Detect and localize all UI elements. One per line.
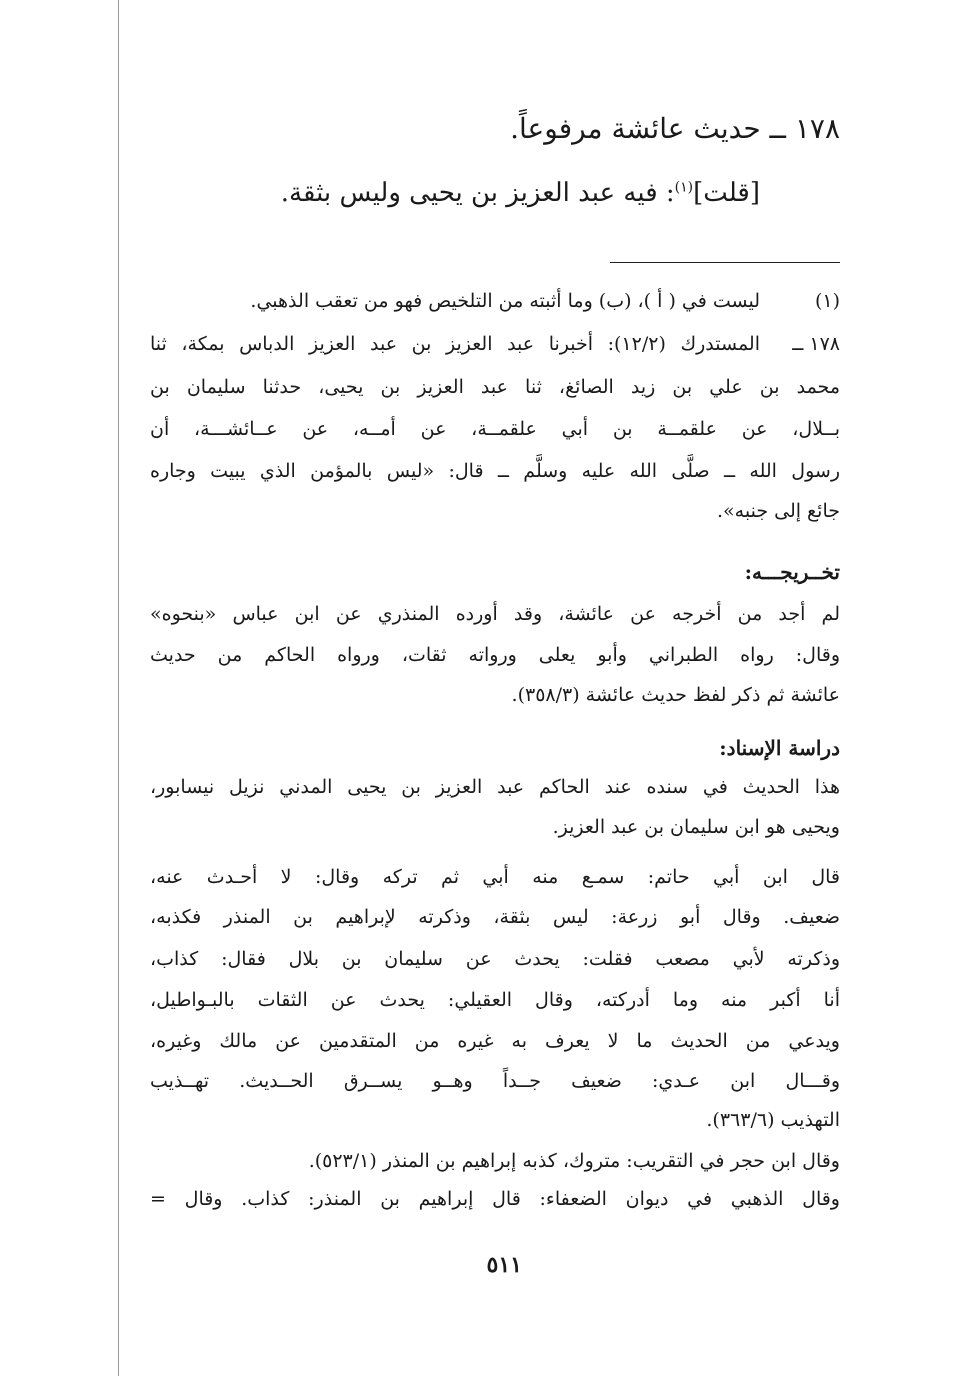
hadith-note [150,178,760,208]
page-number: ٥١١ [486,1252,522,1278]
isnad-line: ضعيف. وقال أبو زرعة: ليس بثقة، وذكرته لإبراهيم بن المنذر فكذبه، [150,906,840,928]
isnad-heading: دراسة الإسناد: [719,736,840,760]
page-edge-line [118,0,119,1376]
footnote-178-number: ١٧٨ ــ [792,333,840,355]
footnote-1-number: (١) [814,290,840,312]
footnote-178-line: المستدرك (١٢/٢): أخبرنا عبد العزيز بن عبد العزيز الدباس بمكة، ثنا [150,333,760,355]
isnad-line: ويحيى هو ابن سليمان بن عبد العزيز. [552,816,840,838]
takhrij-line: عائشة ثم ذكر لفظ حديث عائشة (٣٥٨/٣). [511,684,840,706]
book-page [150,0,840,1376]
note-prefix: [قلت] [693,178,760,208]
takhrij-line: لم أجد من أخرجه عن عائشة، وقد أورده المنذري عن ابن عباس «بنحوه» [150,603,840,625]
takhrij-line: وقال: رواه الطبراني وأبو يعلى ورواته ثقات، ورواه الحاكم من حديث [150,644,840,666]
isnad-line: قال ابن أبي حاتم: سمـع منه أبي ثم تركه وقال: لا أحـدث عنه، [150,866,840,888]
footnote-1-text: ليست في ( أ )، (ب) وما أثبته من التلخيص فهو من تعقب الذهبي. [250,290,760,312]
isnad-line: ويدعي من الحديث ما لا يعرف به غيره من المتقدمين عن مالك وغيره، [150,1030,840,1052]
footnote-178-line: محمد بن علي بن زيد الصائغ، ثنا عبد العزيز بن يحيى، حدثنا سليمان بن [150,376,840,398]
footnote-178-line: جائع إلى جنبه». [717,500,840,522]
isnad-line: هذا الحديث في سنده عند الحاكم عبد العزيز بن يحيى المدني نزيل نيسابور، [150,776,840,798]
isnad-line: أنا أكبر منه وما أدركته، وقال العقيلي: يحدث عن الثقات بالبـواطيل، [150,989,840,1011]
isnad-line: وقال ابن حجر في التقريب: متروك، كذبه إبراهيم بن المنذر (٥٢٣/١). [308,1150,840,1172]
isnad-line: وذكرته لأبي مصعب فقلت: يحدث عن سليمان بن بلال فقال: كذاب، [150,948,840,970]
takhrij-heading: تخــريجـــه: [744,560,840,584]
hadith-title: ١٧٨ ــ حديث عائشة مرفوعاً. [510,112,840,145]
note-reference: (١) [674,179,694,196]
isnad-line: التهذيب (٣٦٣/٦). [706,1109,840,1131]
footnote-separator [610,262,840,263]
isnad-line: وقال الذهبي في ديوان الضعفاء: قال إبراهيم بن المنذر: كذاب. وقال = [150,1188,840,1210]
footnote-178-line: رسول الله ــ صلَّى الله عليه وسلَّم ــ قال: «ليس بالمؤمن الذي يبيت وجاره [150,460,840,482]
footnote-178-line: بــلال، عن علقمــة بن أبي علقمــة، عن أمــه، عن عــائشـــة، أن [150,418,840,440]
note-text: : فيه عبد العزيز بن يحيى وليس بثقة. [280,178,675,208]
isnad-line: وقـــال ابن عـدي: ضعيف جــداً وهــو يســرق الحــديث. تهــذيب [150,1070,840,1092]
